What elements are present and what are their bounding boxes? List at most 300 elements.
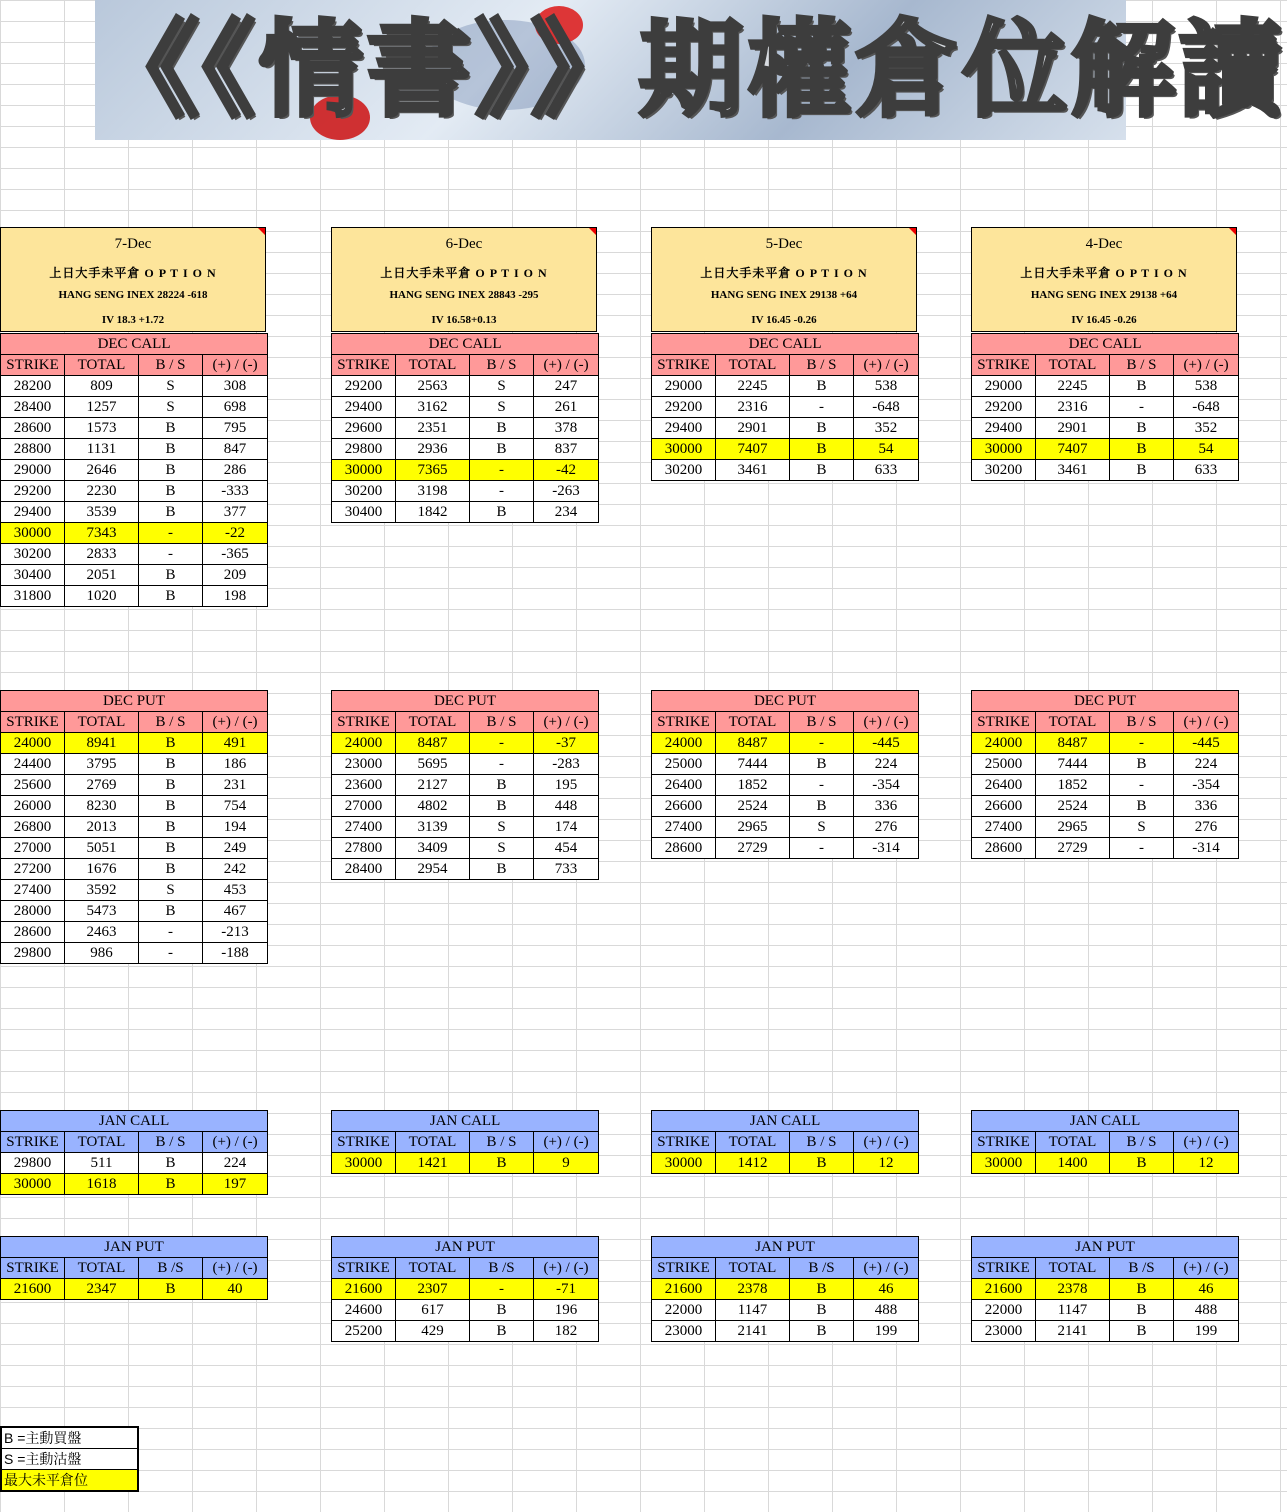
info-date: 5-Dec	[765, 236, 803, 252]
cell-total: 4802	[396, 796, 470, 817]
legend-row-buy	[1, 1427, 138, 1449]
cell-total: 2965	[716, 817, 790, 838]
cell-bs: B	[139, 733, 203, 754]
table-row	[1, 1279, 268, 1300]
cell-strike: 30200	[652, 460, 716, 481]
cell-total: 8487	[1036, 733, 1110, 754]
cell-strike: 27400	[332, 817, 396, 838]
table-row	[972, 838, 1239, 859]
cell-bs: S	[470, 376, 534, 397]
jan-put-title: JAN PUT	[1, 1237, 268, 1258]
banner-image	[95, 0, 1287, 140]
cell-bs: S	[470, 838, 534, 859]
cell-total: 8487	[716, 733, 790, 754]
table-row	[652, 817, 919, 838]
table-row	[972, 397, 1239, 418]
cell-change: 209	[203, 565, 268, 586]
col-header-change: (+) / (-)	[534, 712, 599, 733]
cell-strike: 30400	[332, 502, 396, 523]
cell-change: 9	[534, 1153, 599, 1174]
cell-bs: -	[470, 1279, 534, 1300]
cell-change: 754	[203, 796, 268, 817]
cell-total: 2378	[1036, 1279, 1110, 1300]
cell-change: 195	[534, 775, 599, 796]
table-row	[972, 439, 1239, 460]
cell-total: 1147	[1036, 1300, 1110, 1321]
cell-bs: S	[139, 880, 203, 901]
cell-change: 197	[203, 1174, 268, 1195]
cell-bs: B	[139, 1279, 203, 1300]
table-row	[1, 796, 268, 817]
cell-bs: -	[790, 733, 854, 754]
info-index: HANG SENG INEX 29138 +64	[1030, 289, 1178, 301]
cell-change: 242	[203, 859, 268, 880]
info-iv: IV 16.58+0.13	[431, 314, 497, 326]
cell-total: 5695	[396, 754, 470, 775]
cell-strike: 30000	[1, 523, 65, 544]
info-date: 6-Dec	[445, 236, 483, 252]
legend-max-oi: 最大未平倉位	[1, 1470, 138, 1492]
cell-strike: 23600	[332, 775, 396, 796]
cell-bs: -	[139, 544, 203, 565]
cell-total: 2901	[1036, 418, 1110, 439]
cell-total: 3139	[396, 817, 470, 838]
info-iv: IV 16.45 -0.26	[751, 314, 817, 326]
cell-strike: 30200	[972, 460, 1036, 481]
cell-strike: 30400	[1, 565, 65, 586]
cell-total: 7343	[65, 523, 139, 544]
dec-call-title: DEC CALL	[972, 334, 1239, 355]
cell-total: 1852	[716, 775, 790, 796]
cell-strike: 26400	[972, 775, 1036, 796]
cell-change: 733	[534, 859, 599, 880]
info-box-5-dec	[651, 227, 917, 332]
col-header-strike: STRIKE	[972, 1258, 1036, 1279]
jan-put-table	[0, 1236, 268, 1300]
cell-bs: B	[1110, 460, 1174, 481]
cell-strike: 26800	[1, 817, 65, 838]
col-header-bs: B /S	[470, 1258, 534, 1279]
col-header-bs: B / S	[790, 712, 854, 733]
cell-change: 454	[534, 838, 599, 859]
table-row	[652, 418, 919, 439]
info-date: 7-Dec	[114, 236, 152, 252]
info-date: 4-Dec	[1085, 236, 1123, 252]
table-row	[1, 376, 268, 397]
col-header-bs: B / S	[139, 712, 203, 733]
col-header-change: (+) / (-)	[854, 355, 919, 376]
table-row	[332, 1279, 599, 1300]
cell-bs: -	[470, 481, 534, 502]
cell-change: 198	[203, 586, 268, 607]
banner-title: 《《情書》》期權倉位解讀	[95, 8, 1287, 131]
cell-strike: 28000	[1, 901, 65, 922]
cell-total: 2051	[65, 565, 139, 586]
table-row	[652, 754, 919, 775]
col-header-bs: B / S	[1110, 355, 1174, 376]
cell-change: -354	[854, 775, 919, 796]
cell-change: 336	[1174, 796, 1239, 817]
cell-bs: -	[139, 922, 203, 943]
cell-total: 2901	[716, 418, 790, 439]
cell-bs: B	[1110, 439, 1174, 460]
cell-total: 2954	[396, 859, 470, 880]
cell-change: 352	[1174, 418, 1239, 439]
table-row	[652, 775, 919, 796]
cell-bs: B	[470, 859, 534, 880]
jan-put-title: JAN PUT	[332, 1237, 599, 1258]
cell-strike: 27000	[1, 838, 65, 859]
cell-change: -445	[1174, 733, 1239, 754]
cell-bs: B	[1110, 754, 1174, 775]
cell-bs: B	[1110, 796, 1174, 817]
col-header-total: TOTAL	[1036, 355, 1110, 376]
col-header-total: TOTAL	[716, 355, 790, 376]
dec-call-table	[651, 333, 919, 481]
col-header-total: TOTAL	[396, 1258, 470, 1279]
table-row	[1, 733, 268, 754]
legend-buy: B =主動買盤	[1, 1427, 138, 1449]
cell-strike: 25000	[972, 754, 1036, 775]
cell-total: 2141	[716, 1321, 790, 1342]
cell-change: 12	[1174, 1153, 1239, 1174]
cell-strike: 27400	[972, 817, 1036, 838]
col-header-total: TOTAL	[396, 712, 470, 733]
cell-bs: B	[139, 418, 203, 439]
cell-bs: B	[139, 460, 203, 481]
table-row	[1, 586, 268, 607]
cell-total: 5051	[65, 838, 139, 859]
cell-strike: 26000	[1, 796, 65, 817]
cell-change: -333	[203, 481, 268, 502]
cell-bs: B	[139, 775, 203, 796]
cell-strike: 29800	[332, 439, 396, 460]
col-header-total: TOTAL	[65, 712, 139, 733]
cell-strike: 30000	[972, 439, 1036, 460]
cell-total: 2524	[1036, 796, 1110, 817]
col-header-bs: B / S	[1110, 712, 1174, 733]
col-header-bs: B /S	[790, 1258, 854, 1279]
cell-strike: 29200	[972, 397, 1036, 418]
col-header-bs: B / S	[790, 355, 854, 376]
cell-bs: B	[139, 439, 203, 460]
cell-bs: B	[139, 481, 203, 502]
cell-change: 308	[203, 376, 268, 397]
cell-bs: -	[470, 733, 534, 754]
cell-change: 196	[534, 1300, 599, 1321]
table-row	[332, 376, 599, 397]
table-row	[332, 817, 599, 838]
jan-put-title: JAN PUT	[652, 1237, 919, 1258]
cell-change: 352	[854, 418, 919, 439]
col-header-bs: B /S	[139, 1258, 203, 1279]
cell-bs: -	[470, 460, 534, 481]
cell-strike: 21600	[1, 1279, 65, 1300]
cell-strike: 27400	[1, 880, 65, 901]
comment-marker-icon	[258, 228, 265, 235]
table-row	[972, 376, 1239, 397]
cell-bs: B	[139, 502, 203, 523]
cell-strike: 28400	[332, 859, 396, 880]
table-row	[972, 754, 1239, 775]
cell-total: 511	[65, 1153, 139, 1174]
cell-change: 698	[203, 397, 268, 418]
cell-total: 3795	[65, 754, 139, 775]
cell-strike: 28600	[1, 418, 65, 439]
cell-strike: 27800	[332, 838, 396, 859]
col-header-strike: STRIKE	[1, 1258, 65, 1279]
cell-total: 1020	[65, 586, 139, 607]
table-row	[1, 838, 268, 859]
table-row	[1, 1153, 268, 1174]
cell-bs: B	[470, 1300, 534, 1321]
cell-bs: B	[139, 796, 203, 817]
cell-change: 378	[534, 418, 599, 439]
cell-change: 40	[203, 1279, 268, 1300]
cell-bs: B	[139, 1153, 203, 1174]
cell-bs: B	[139, 586, 203, 607]
cell-strike: 29200	[1, 481, 65, 502]
table-row	[972, 418, 1239, 439]
cell-bs: -	[1110, 838, 1174, 859]
jan-put-table	[651, 1236, 919, 1342]
cell-total: 2230	[65, 481, 139, 502]
col-header-change: (+) / (-)	[1174, 355, 1239, 376]
cell-change: -37	[534, 733, 599, 754]
cell-total: 8941	[65, 733, 139, 754]
cell-strike: 28800	[1, 439, 65, 460]
info-subtitle: 上日大手未平倉 O P T I O N	[700, 266, 868, 280]
cell-change: -42	[534, 460, 599, 481]
cell-total: 2729	[716, 838, 790, 859]
cell-bs: B	[470, 439, 534, 460]
cell-strike: 26600	[972, 796, 1036, 817]
cell-bs: B	[1110, 418, 1174, 439]
table-row	[332, 775, 599, 796]
cell-change: 247	[534, 376, 599, 397]
cell-bs: B	[790, 418, 854, 439]
table-row	[332, 754, 599, 775]
cell-bs: -	[790, 775, 854, 796]
cell-strike: 28600	[652, 838, 716, 859]
table-row	[1, 418, 268, 439]
table-row	[1, 544, 268, 565]
info-box-6-dec	[331, 227, 597, 332]
col-header-strike: STRIKE	[332, 712, 396, 733]
info-subtitle: 上日大手未平倉 O P T I O N	[380, 266, 548, 280]
jan-call-table	[331, 1110, 599, 1174]
cell-strike: 30200	[1, 544, 65, 565]
table-row	[332, 796, 599, 817]
info-iv: IV 16.45 -0.26	[1071, 314, 1137, 326]
col-header-strike: STRIKE	[652, 1258, 716, 1279]
cell-bs: B	[139, 817, 203, 838]
dec-put-title: DEC PUT	[652, 691, 919, 712]
col-header-strike: STRIKE	[332, 355, 396, 376]
cell-total: 3461	[1036, 460, 1110, 481]
cell-change: 633	[854, 460, 919, 481]
col-header-change: (+) / (-)	[534, 355, 599, 376]
dec-call-title: DEC CALL	[652, 334, 919, 355]
legend	[0, 1426, 139, 1492]
col-header-total: TOTAL	[1036, 1132, 1110, 1153]
cell-strike: 24400	[1, 754, 65, 775]
cell-strike: 21600	[652, 1279, 716, 1300]
col-header-bs: B / S	[470, 355, 534, 376]
table-row	[652, 397, 919, 418]
cell-strike: 26400	[652, 775, 716, 796]
cell-bs: B	[790, 439, 854, 460]
cell-change: 491	[203, 733, 268, 754]
cell-bs: B	[139, 1174, 203, 1195]
col-header-total: TOTAL	[716, 1132, 790, 1153]
col-header-strike: STRIKE	[652, 1132, 716, 1153]
cell-change: 199	[854, 1321, 919, 1342]
cell-change: -648	[1174, 397, 1239, 418]
cell-strike: 23000	[972, 1321, 1036, 1342]
cell-bs: S	[1110, 817, 1174, 838]
cell-change: 286	[203, 460, 268, 481]
cell-total: 7407	[716, 439, 790, 460]
table-row	[1, 523, 268, 544]
table-row	[972, 817, 1239, 838]
cell-strike: 29600	[332, 418, 396, 439]
cell-change: 12	[854, 1153, 919, 1174]
cell-total: 8230	[65, 796, 139, 817]
cell-bs: S	[790, 817, 854, 838]
cell-strike: 29800	[1, 1153, 65, 1174]
cell-strike: 26600	[652, 796, 716, 817]
cell-change: 231	[203, 775, 268, 796]
col-header-strike: STRIKE	[972, 355, 1036, 376]
cell-bs: B	[139, 859, 203, 880]
table-row	[1, 901, 268, 922]
cell-total: 809	[65, 376, 139, 397]
cell-strike: 21600	[972, 1279, 1036, 1300]
table-row	[1, 565, 268, 586]
cell-strike: 25200	[332, 1321, 396, 1342]
table-row	[652, 733, 919, 754]
jan-call-table	[971, 1110, 1239, 1174]
col-header-strike: STRIKE	[1, 355, 65, 376]
table-row	[652, 1153, 919, 1174]
cell-total: 1257	[65, 397, 139, 418]
col-header-change: (+) / (-)	[1174, 1132, 1239, 1153]
dec-put-table	[651, 690, 919, 859]
cell-change: 46	[1174, 1279, 1239, 1300]
jan-put-table	[971, 1236, 1239, 1342]
cell-strike: 24000	[652, 733, 716, 754]
col-header-bs: B / S	[470, 1132, 534, 1153]
col-header-change: (+) / (-)	[534, 1258, 599, 1279]
col-header-bs: B / S	[139, 1132, 203, 1153]
cell-strike: 27400	[652, 817, 716, 838]
cell-change: -283	[534, 754, 599, 775]
cell-change: 224	[1174, 754, 1239, 775]
cell-bs: -	[470, 754, 534, 775]
cell-strike: 30000	[332, 460, 396, 481]
cell-total: 1421	[396, 1153, 470, 1174]
cell-strike: 29200	[332, 376, 396, 397]
table-row	[332, 397, 599, 418]
cell-change: 249	[203, 838, 268, 859]
jan-call-title: JAN CALL	[1, 1111, 268, 1132]
table-row	[332, 733, 599, 754]
col-header-total: TOTAL	[65, 355, 139, 376]
cell-bs: B	[790, 754, 854, 775]
col-header-strike: STRIKE	[1, 1132, 65, 1153]
table-row	[972, 1279, 1239, 1300]
col-header-bs: B /S	[1110, 1258, 1174, 1279]
cell-total: 3409	[396, 838, 470, 859]
cell-strike: 30200	[332, 481, 396, 502]
cell-change: 224	[203, 1153, 268, 1174]
cell-strike: 30000	[972, 1153, 1036, 1174]
col-header-change: (+) / (-)	[203, 355, 268, 376]
cell-total: 7365	[396, 460, 470, 481]
cell-change: 186	[203, 754, 268, 775]
info-box-7-dec	[0, 227, 266, 332]
table-row	[332, 859, 599, 880]
cell-bs: B	[790, 376, 854, 397]
table-row	[332, 502, 599, 523]
cell-total: 1147	[716, 1300, 790, 1321]
cell-change: 795	[203, 418, 268, 439]
dec-call-title: DEC CALL	[332, 334, 599, 355]
col-header-strike: STRIKE	[332, 1258, 396, 1279]
cell-change: 538	[854, 376, 919, 397]
cell-change: 199	[1174, 1321, 1239, 1342]
cell-bs: S	[470, 397, 534, 418]
table-row	[332, 1153, 599, 1174]
info-box-4-dec	[971, 227, 1237, 332]
table-row	[1, 880, 268, 901]
cell-total: 7444	[716, 754, 790, 775]
cell-bs: -	[139, 943, 203, 964]
cell-change: -71	[534, 1279, 599, 1300]
col-header-total: TOTAL	[716, 712, 790, 733]
cell-total: 3592	[65, 880, 139, 901]
cell-change: 377	[203, 502, 268, 523]
cell-total: 8487	[396, 733, 470, 754]
info-subtitle: 上日大手未平倉 O P T I O N	[49, 266, 217, 280]
col-header-change: (+) / (-)	[203, 1132, 268, 1153]
table-row	[972, 775, 1239, 796]
cell-bs: B	[1110, 1300, 1174, 1321]
cell-total: 986	[65, 943, 139, 964]
cell-change: 174	[534, 817, 599, 838]
jan-call-title: JAN CALL	[652, 1111, 919, 1132]
cell-strike: 30000	[652, 439, 716, 460]
cell-change: 224	[854, 754, 919, 775]
cell-bs: B	[470, 502, 534, 523]
dec-put-table	[0, 690, 268, 964]
cell-total: 429	[396, 1321, 470, 1342]
cell-strike: 29400	[972, 418, 1036, 439]
dec-call-table	[971, 333, 1239, 481]
col-header-total: TOTAL	[1036, 712, 1110, 733]
cell-change: 182	[534, 1321, 599, 1342]
cell-total: 2245	[716, 376, 790, 397]
jan-call-table	[0, 1110, 268, 1195]
cell-change: 488	[854, 1300, 919, 1321]
col-header-strike: STRIKE	[972, 712, 1036, 733]
cell-total: 1412	[716, 1153, 790, 1174]
cell-change: 276	[1174, 817, 1239, 838]
dec-put-table	[971, 690, 1239, 859]
cell-strike: 25600	[1, 775, 65, 796]
cell-total: 1400	[1036, 1153, 1110, 1174]
